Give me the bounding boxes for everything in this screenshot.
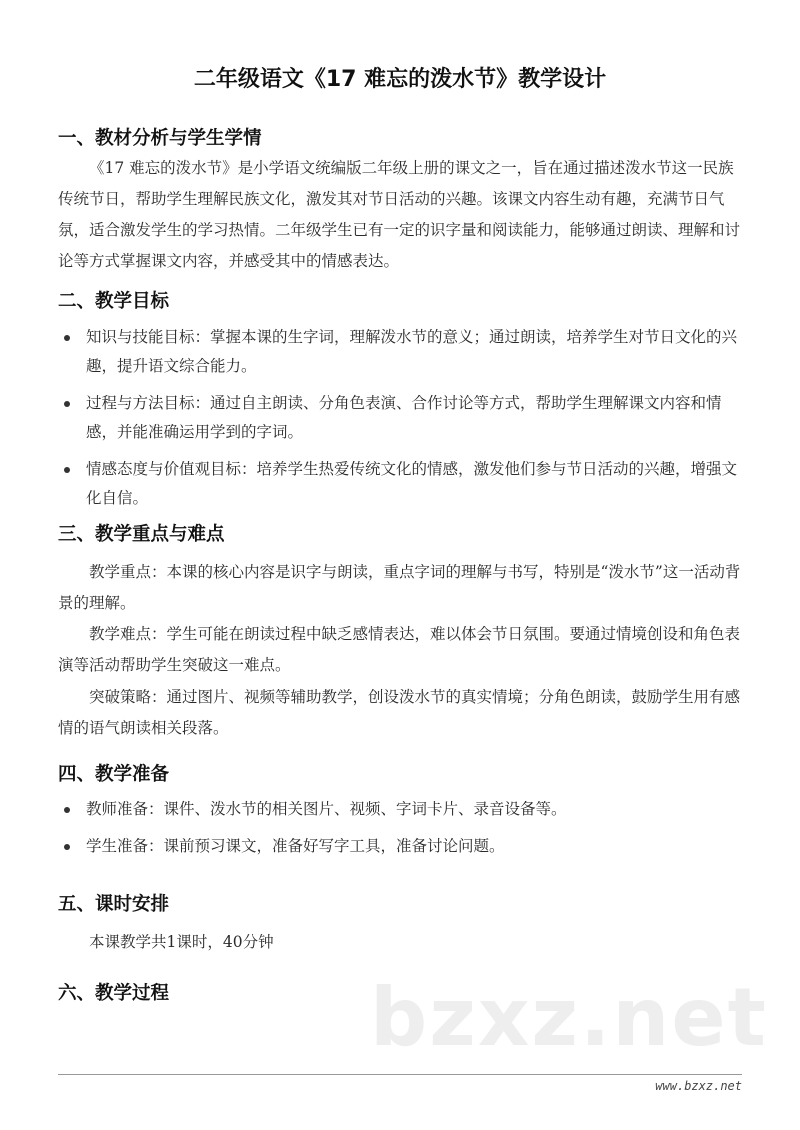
list-item-text: 知识与技能目标：掌握本课的生字词，理解泼水节的意义；通过朗读，培养学生对节日文化的兴趣，提升语文综合能力。	[86, 328, 738, 375]
schedule-text: 本课教学共1课时，40分钟	[89, 933, 274, 951]
section-heading-3: 三、教学重点与难点	[58, 524, 225, 545]
section-heading-2: 二、教学目标	[58, 291, 170, 312]
objectives-list	[58, 323, 748, 521]
list-item	[58, 832, 748, 861]
footer-divider	[58, 1074, 742, 1075]
preparation-list	[58, 795, 748, 869]
section-3-strategy: 突破策略：通过图片、视频等辅助教学，创设泼水节的真实情境；分角色朗读，鼓励学生用有感情的语气朗读相关段落。	[58, 688, 741, 737]
watermark-logo: bzxz.net	[370, 971, 768, 1064]
bullet-icon	[64, 807, 70, 813]
section-heading-6: 六、教学过程	[58, 983, 170, 1004]
section-1-paragraph: 《17 难忘的泼水节》是小学语文统编版二年级上册的课文之一，旨在通过描述泼水节这一民族传统节日，帮助学生理解民族文化，激发其对节日活动的兴趣。该课文内容生动有趣，充满节日气氛，适合激发学生的学习热情。二年级学生已有一定的识字量和阅读能力，能够通过朗读、理解和讨论等方式掌握课文内容，并感受其中的情感表达。	[58, 159, 741, 270]
section-3-difficulties: 教学难点：学生可能在朗读过程中缺乏感情表达，难以体会节日氛围。要通过情境创设和角色表演等活动帮助学生突破这一难点。	[58, 625, 741, 674]
bullet-icon	[64, 467, 70, 473]
list-item	[58, 455, 748, 513]
list-item	[58, 323, 748, 381]
bullet-icon	[64, 844, 70, 850]
section-heading-4: 四、教学准备	[58, 764, 170, 785]
section-heading-1: 一、教材分析与学生学情	[58, 128, 262, 149]
section-heading-5: 五、课时安排	[58, 894, 170, 915]
list-item-text: 教师准备：课件、泼水节的相关图片、视频、字词卡片、录音设备等。	[86, 800, 567, 818]
bullet-icon	[64, 401, 70, 407]
list-item-text: 过程与方法目标：通过自主朗读、分角色表演、合作讨论等方式，帮助学生理解课文内容和情感，并能准确运用学到的字词。	[86, 394, 722, 441]
list-item-text: 情感态度与价值观目标：培养学生热爱传统文化的情感，激发他们参与节日活动的兴趣，增强文化自信。	[86, 460, 738, 507]
section-3-key-points: 教学重点：本课的核心内容是识字与朗读，重点字词的理解与书写，特别是“泼水节”这一活动背景的理解。	[58, 563, 741, 612]
list-item	[58, 389, 748, 447]
list-item	[58, 795, 748, 824]
document-title: 二年级语文《17 难忘的泼水节》教学设计	[193, 67, 607, 92]
bullet-icon	[64, 335, 70, 341]
footer-url: www.bzxz.net	[655, 1079, 742, 1093]
list-item-text: 学生准备：课前预习课文，准备好写字工具，准备讨论问题。	[86, 837, 505, 855]
